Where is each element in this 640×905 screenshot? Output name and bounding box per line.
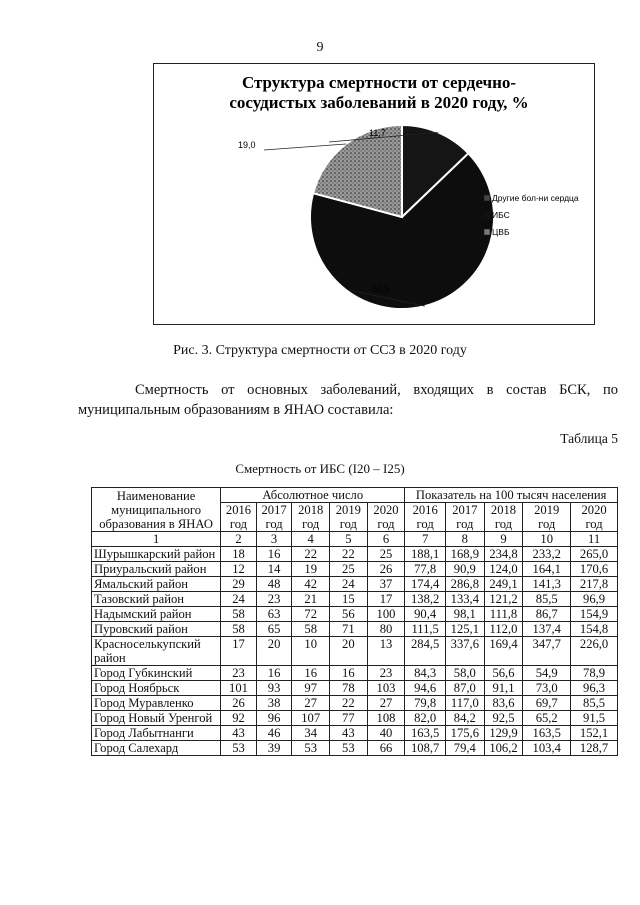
table-cell: 14	[256, 562, 292, 577]
table-cell: 53	[221, 741, 257, 756]
year-header: 2018 год	[484, 503, 523, 532]
table-cell: 58	[221, 607, 257, 622]
table-cell: 133,4	[446, 592, 485, 607]
table-cell: 129,9	[484, 726, 523, 741]
table-cell: 43	[221, 726, 257, 741]
table-cell: 16	[256, 547, 292, 562]
table-cell: 233,2	[523, 547, 571, 562]
table-cell: 188,1	[405, 547, 446, 562]
table-cell: 20	[330, 637, 368, 666]
table-cell: 16	[330, 666, 368, 681]
body-paragraph-text: Смертность от основных заболеваний, входящих в состав БСК, по муниципальным образованиям в ЯНАО составила:	[78, 382, 618, 418]
table-cell: 46	[256, 726, 292, 741]
pie-slices	[310, 125, 494, 309]
table-cell: 77,8	[405, 562, 446, 577]
column-number: 7	[405, 532, 446, 547]
table-cell: 54,9	[523, 666, 571, 681]
table-cell: 100	[367, 607, 405, 622]
row-name: Красноселькупский район	[92, 637, 221, 666]
table-cell: 154,9	[571, 607, 618, 622]
year-header: 2016 год	[405, 503, 446, 532]
pie-value-label: 19,0	[238, 140, 256, 150]
table-cell: 92,5	[484, 711, 523, 726]
table-cell: 29	[221, 577, 257, 592]
column-number-row	[92, 532, 618, 547]
table-cell: 19	[292, 562, 330, 577]
table-cell: 101	[221, 681, 257, 696]
legend-label: Другие бол-ни сердца	[492, 193, 579, 203]
chart-title-line1: Структура смертности от сердечно-	[241, 73, 517, 92]
table-cell: 154,8	[571, 622, 618, 637]
table-cell: 79,8	[405, 696, 446, 711]
table-cell: 93	[256, 681, 292, 696]
column-number: 6	[367, 532, 405, 547]
table-row	[92, 666, 618, 681]
table-cell: 21	[292, 592, 330, 607]
table-cell: 13	[367, 637, 405, 666]
table-cell: 107	[292, 711, 330, 726]
legend-swatch	[484, 229, 490, 235]
column-number: 11	[571, 532, 618, 547]
table-cell: 58,0	[446, 666, 485, 681]
year-header: 2019 год	[330, 503, 368, 532]
chart-title-line2: сосудистых заболеваний в 2020 году, %	[229, 93, 529, 112]
year-header: 2020 год	[367, 503, 405, 532]
pie-chart	[154, 64, 594, 324]
table-cell: 69,7	[523, 696, 571, 711]
legend-label: ИБС	[492, 210, 510, 220]
table-cell: 117,0	[446, 696, 485, 711]
table-cell: 80	[367, 622, 405, 637]
table-cell: 90,4	[405, 607, 446, 622]
table-cell: 77	[330, 711, 368, 726]
table-cell: 152,1	[571, 726, 618, 741]
table-cell: 111,8	[484, 607, 523, 622]
column-number: 4	[292, 532, 330, 547]
table-cell: 108	[367, 711, 405, 726]
table-cell: 56,6	[484, 666, 523, 681]
table-cell: 78,9	[571, 666, 618, 681]
table-cell: 65,2	[523, 711, 571, 726]
page-number: 9	[316, 40, 324, 55]
table-cell: 96,9	[571, 592, 618, 607]
table-row	[92, 577, 618, 592]
row-name: Тазовский район	[92, 592, 221, 607]
table-row	[92, 711, 618, 726]
table-cell: 91,5	[571, 711, 618, 726]
table-cell: 72	[292, 607, 330, 622]
table-cell: 175,6	[446, 726, 485, 741]
table-cell: 39	[256, 741, 292, 756]
table-cell: 24	[221, 592, 257, 607]
table-cell: 16	[292, 666, 330, 681]
table-row	[92, 637, 618, 666]
table-cell: 108,7	[405, 741, 446, 756]
column-number: 1	[92, 532, 221, 547]
table-cell: 79,4	[446, 741, 485, 756]
table-cell: 53	[330, 741, 368, 756]
table-cell: 25	[367, 547, 405, 562]
table-cell: 73,0	[523, 681, 571, 696]
table-cell: 234,8	[484, 547, 523, 562]
figure-caption: Рис. 3. Структура смертности от ССЗ в 2020 году	[173, 343, 467, 358]
table-cell: 53	[292, 741, 330, 756]
pie-value-label: 60,5	[372, 284, 390, 294]
table-row	[92, 726, 618, 741]
table-cell: 22	[330, 547, 368, 562]
table-cell: 22	[292, 547, 330, 562]
table-cell: 138,2	[405, 592, 446, 607]
header-absolute: Абсолютное число	[221, 488, 405, 503]
table-cell: 286,8	[446, 577, 485, 592]
table-cell: 43	[330, 726, 368, 741]
table-body	[92, 547, 618, 756]
column-number: 2	[221, 532, 257, 547]
table-cell: 56	[330, 607, 368, 622]
table-title: Смертность от ИБС (I20 – I25)	[235, 461, 405, 476]
table-cell: 63	[256, 607, 292, 622]
table-cell: 249,1	[484, 577, 523, 592]
table-row	[92, 696, 618, 711]
table-cell: 27	[367, 696, 405, 711]
table-cell: 137,4	[523, 622, 571, 637]
table-cell: 38	[256, 696, 292, 711]
legend-swatch	[484, 212, 490, 218]
table-cell: 284,5	[405, 637, 446, 666]
table-cell: 78	[330, 681, 368, 696]
table-cell: 112,0	[484, 622, 523, 637]
year-header: 2017 год	[446, 503, 485, 532]
column-number: 9	[484, 532, 523, 547]
table-cell: 164,1	[523, 562, 571, 577]
table-cell: 66	[367, 741, 405, 756]
table-row	[92, 547, 618, 562]
table-cell: 12	[221, 562, 257, 577]
header-name: Наименование муниципального образования в ЯНАО	[92, 488, 221, 532]
table-cell: 337,6	[446, 637, 485, 666]
table-cell: 265,0	[571, 547, 618, 562]
table-row	[92, 622, 618, 637]
table-cell: 168,9	[446, 547, 485, 562]
table-cell: 98,1	[446, 607, 485, 622]
table-cell: 128,7	[571, 741, 618, 756]
column-number: 3	[256, 532, 292, 547]
column-number: 8	[446, 532, 485, 547]
row-name: Город Муравленко	[92, 696, 221, 711]
year-header: 2018 год	[292, 503, 330, 532]
row-name: Пуровский район	[92, 622, 221, 637]
table-cell: 103	[367, 681, 405, 696]
year-header: 2017 год	[256, 503, 292, 532]
table-cell: 170,6	[571, 562, 618, 577]
column-number: 10	[523, 532, 571, 547]
table-cell: 169,4	[484, 637, 523, 666]
table-cell: 103,4	[523, 741, 571, 756]
pie-chart-frame	[153, 63, 595, 325]
table-row	[92, 562, 618, 577]
table-cell: 84,2	[446, 711, 485, 726]
table-row	[92, 681, 618, 696]
table-cell: 217,8	[571, 577, 618, 592]
table-cell: 347,7	[523, 637, 571, 666]
row-name: Город Губкинский	[92, 666, 221, 681]
table-cell: 82,0	[405, 711, 446, 726]
table-cell: 85,5	[523, 592, 571, 607]
table-cell: 92	[221, 711, 257, 726]
table-cell: 71	[330, 622, 368, 637]
table-cell: 17	[367, 592, 405, 607]
table-cell: 23	[256, 592, 292, 607]
table-cell: 65	[256, 622, 292, 637]
table-cell: 23	[221, 666, 257, 681]
table-cell: 163,5	[405, 726, 446, 741]
row-name: Ямальский район	[92, 577, 221, 592]
column-number: 5	[330, 532, 368, 547]
table-cell: 90,9	[446, 562, 485, 577]
pie-value-label: 11,7	[369, 128, 386, 138]
table-cell: 15	[330, 592, 368, 607]
table-cell: 83,6	[484, 696, 523, 711]
table-cell: 87,0	[446, 681, 485, 696]
table-cell: 91,1	[484, 681, 523, 696]
table-cell: 96	[256, 711, 292, 726]
year-header: 2016 год	[221, 503, 257, 532]
table-cell: 17	[221, 637, 257, 666]
table-row	[92, 607, 618, 622]
year-header: 2019 год	[523, 503, 571, 532]
pie-leader-line	[264, 144, 346, 150]
mortality-table	[91, 487, 618, 756]
table-cell: 48	[256, 577, 292, 592]
table-cell: 23	[367, 666, 405, 681]
row-name: Приуральский район	[92, 562, 221, 577]
body-paragraph	[78, 380, 618, 420]
row-name: Надымский район	[92, 607, 221, 622]
table-cell: 85,5	[571, 696, 618, 711]
table-cell: 125,1	[446, 622, 485, 637]
table-cell: 174,4	[405, 577, 446, 592]
table-cell: 40	[367, 726, 405, 741]
row-name: Город Новый Уренгой	[92, 711, 221, 726]
table-cell: 25	[330, 562, 368, 577]
chart-legend	[484, 193, 579, 237]
table-label: Таблица 5	[560, 431, 618, 446]
table-cell: 26	[367, 562, 405, 577]
table-cell: 58	[221, 622, 257, 637]
table-cell: 226,0	[571, 637, 618, 666]
header-rate: Показатель на 100 тысяч населения	[405, 488, 618, 503]
table-cell: 18	[221, 547, 257, 562]
year-header: 2020 год	[571, 503, 618, 532]
row-name: Город Лабытнанги	[92, 726, 221, 741]
row-name: Шурышкарский район	[92, 547, 221, 562]
table-cell: 20	[256, 637, 292, 666]
table-cell: 22	[330, 696, 368, 711]
row-name: Город Ноябрьск	[92, 681, 221, 696]
table-cell: 34	[292, 726, 330, 741]
table-cell: 97	[292, 681, 330, 696]
table-cell: 37	[367, 577, 405, 592]
table-cell: 84,3	[405, 666, 446, 681]
legend-swatch	[484, 195, 490, 201]
table-cell: 121,2	[484, 592, 523, 607]
table-cell: 124,0	[484, 562, 523, 577]
table-row	[92, 741, 618, 756]
table-cell: 111,5	[405, 622, 446, 637]
table-cell: 42	[292, 577, 330, 592]
table-cell: 141,3	[523, 577, 571, 592]
table-cell: 94,6	[405, 681, 446, 696]
row-name: Город Салехард	[92, 741, 221, 756]
table-cell: 26	[221, 696, 257, 711]
table-cell: 58	[292, 622, 330, 637]
legend-label: ЦВБ	[492, 227, 510, 237]
table-row	[92, 592, 618, 607]
table-cell: 10	[292, 637, 330, 666]
table-cell: 106,2	[484, 741, 523, 756]
table-cell: 96,3	[571, 681, 618, 696]
table-cell: 27	[292, 696, 330, 711]
table-cell: 24	[330, 577, 368, 592]
table-cell: 16	[256, 666, 292, 681]
table-cell: 163,5	[523, 726, 571, 741]
table-cell: 86,7	[523, 607, 571, 622]
